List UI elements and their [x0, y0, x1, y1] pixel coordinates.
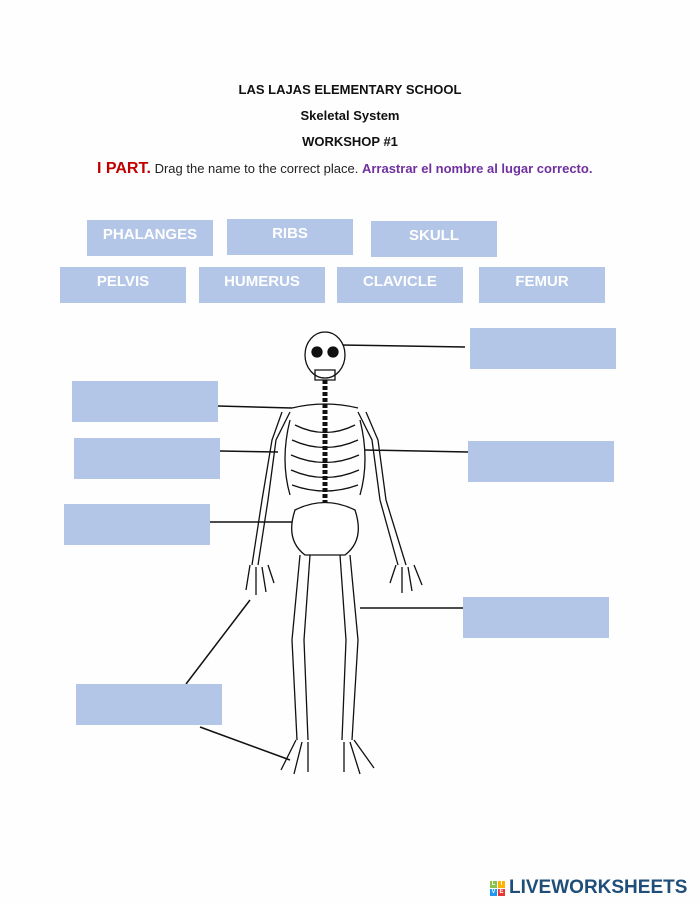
logo-text: LIVEWORKSHEETS — [509, 877, 688, 898]
drop-zone-clavicle[interactable] — [72, 381, 218, 422]
word-tile-clavicle[interactable]: CLAVICLE — [337, 267, 463, 303]
instructions-english: Drag the name to the correct place. — [154, 161, 359, 176]
word-tile-phalanges[interactable]: PHALANGES — [87, 220, 213, 256]
workshop-title: WORKSHOP #1 — [302, 134, 398, 149]
logo-letter: E — [499, 888, 504, 895]
word-tile-pelvis[interactable]: PELVIS — [60, 267, 186, 303]
drop-zone-pelvis[interactable] — [64, 504, 210, 545]
drop-zone-ribs[interactable] — [468, 441, 614, 482]
drop-zone-phalanges[interactable] — [76, 684, 222, 725]
word-tile-femur[interactable]: FEMUR — [479, 267, 605, 303]
skeleton — [246, 332, 422, 774]
logo-letter: V — [491, 888, 496, 895]
liveworksheets-logo — [490, 877, 687, 899]
logo-letter: L — [491, 880, 496, 887]
word-tile-humerus[interactable]: HUMERUS — [199, 267, 325, 303]
school-title: LAS LAJAS ELEMENTARY SCHOOL — [238, 82, 462, 97]
logo-letter: I — [498, 881, 505, 888]
drop-zone-skull[interactable] — [470, 328, 616, 369]
drop-zone-femur[interactable] — [463, 597, 609, 638]
subject-title: Skeletal System — [300, 108, 400, 123]
logo-icon — [490, 881, 505, 896]
instructions-spanish: Arrastrar el nombre al lugar correcto. — [361, 161, 593, 176]
drop-zone-humerus[interactable] — [74, 438, 220, 479]
part-label: I PART. — [97, 160, 151, 177]
word-tile-ribs[interactable]: RIBS — [227, 219, 353, 255]
word-tile-skull[interactable]: SKULL — [371, 221, 497, 257]
